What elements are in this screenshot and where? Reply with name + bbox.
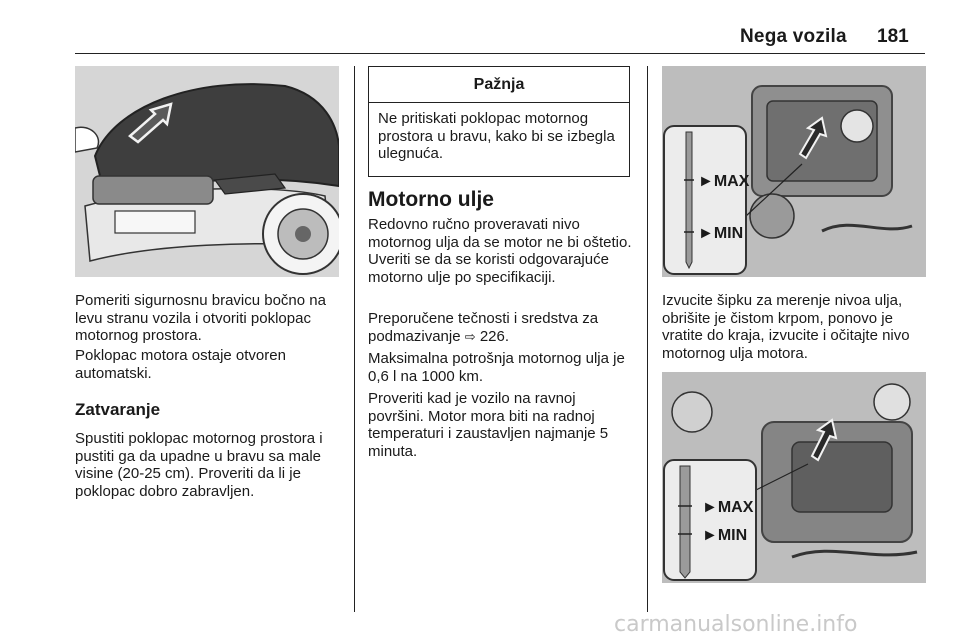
column-divider-left [354, 66, 355, 612]
figure-caption-dipstick: Izvucite šipku za merenje nivoa ulja, obrišite je čistom krpom, ponovo je vratite do kraja, izvucite i očitajte nivo motornog ulja motora. [662, 292, 910, 362]
engine-bay-drawing-2 [662, 372, 926, 583]
caution-note-title: Pažnja [369, 67, 629, 103]
caution-note-box [368, 66, 630, 177]
page-reference-arrow-icon: ⇨ [464, 328, 476, 344]
recommended-fluids-page-link[interactable]: 226. [479, 327, 510, 345]
figure-caption-hood: Pomeriti sigurnosnu bravicu bočno na levu stranu vozila i otvoriti poklopac motornog prostora. [75, 292, 326, 344]
column-divider-right [647, 66, 648, 612]
paragraph-oil-consumption: Maksimalna potrošnja motornog ulja je 0,6 l na 1000 km. [368, 350, 625, 385]
dipstick-max-label-1: ►MAX [698, 173, 750, 190]
paragraph-check-conditions: Proveriti kad je vozilo na ravnoj površini. Motor mora biti na radnoj temperaturi i zaustavljen najmanje 5 minuta. [368, 390, 609, 460]
dipstick-min-label-2: ►MIN [702, 527, 748, 544]
caution-note-text: Ne pritiskati poklopac motornog prostora u bravu, kako bi se izbegla ulegnuća. [378, 110, 615, 162]
section-heading-engine-oil: Motorno ulje [368, 188, 494, 211]
page-header-title: Nega vozila [740, 26, 847, 47]
paragraph-closing: Spustiti poklopac motornog prostora i pustiti ga da upadne u bravu sa male visine (20-25 cm). Proveriti da li je poklopac dobro zabravljen. [75, 430, 323, 500]
dipstick-illustration-2 [662, 372, 926, 583]
car-front-drawing [75, 66, 339, 277]
section-heading-closing: Zatvaranje [75, 400, 161, 419]
recommended-fluids-text: Preporučene tečnosti i sredstva za podmazivanje [368, 310, 599, 345]
paragraph-hood-open: Poklopac motora ostaje otvoren automatski. [75, 347, 286, 382]
page-number: 181 [877, 26, 909, 47]
hood-release-illustration [75, 66, 339, 277]
dipstick-max-label-2: ►MAX [702, 499, 754, 516]
engine-bay-drawing-1 [662, 66, 926, 277]
dipstick-min-label-1: ►MIN [698, 225, 744, 242]
paragraph-check-oil: Redovno ručno proveravati nivo motornog ulja da se motor ne bi oštetio. Uveriti se da se koristi odgovarajuće motorno ulje po specifikaciji. [368, 216, 632, 286]
header-divider [75, 53, 925, 54]
watermark-text: carmanualsonline.info [614, 612, 858, 637]
paragraph-recommended-fluids [368, 310, 633, 345]
dipstick-illustration-1 [662, 66, 926, 277]
